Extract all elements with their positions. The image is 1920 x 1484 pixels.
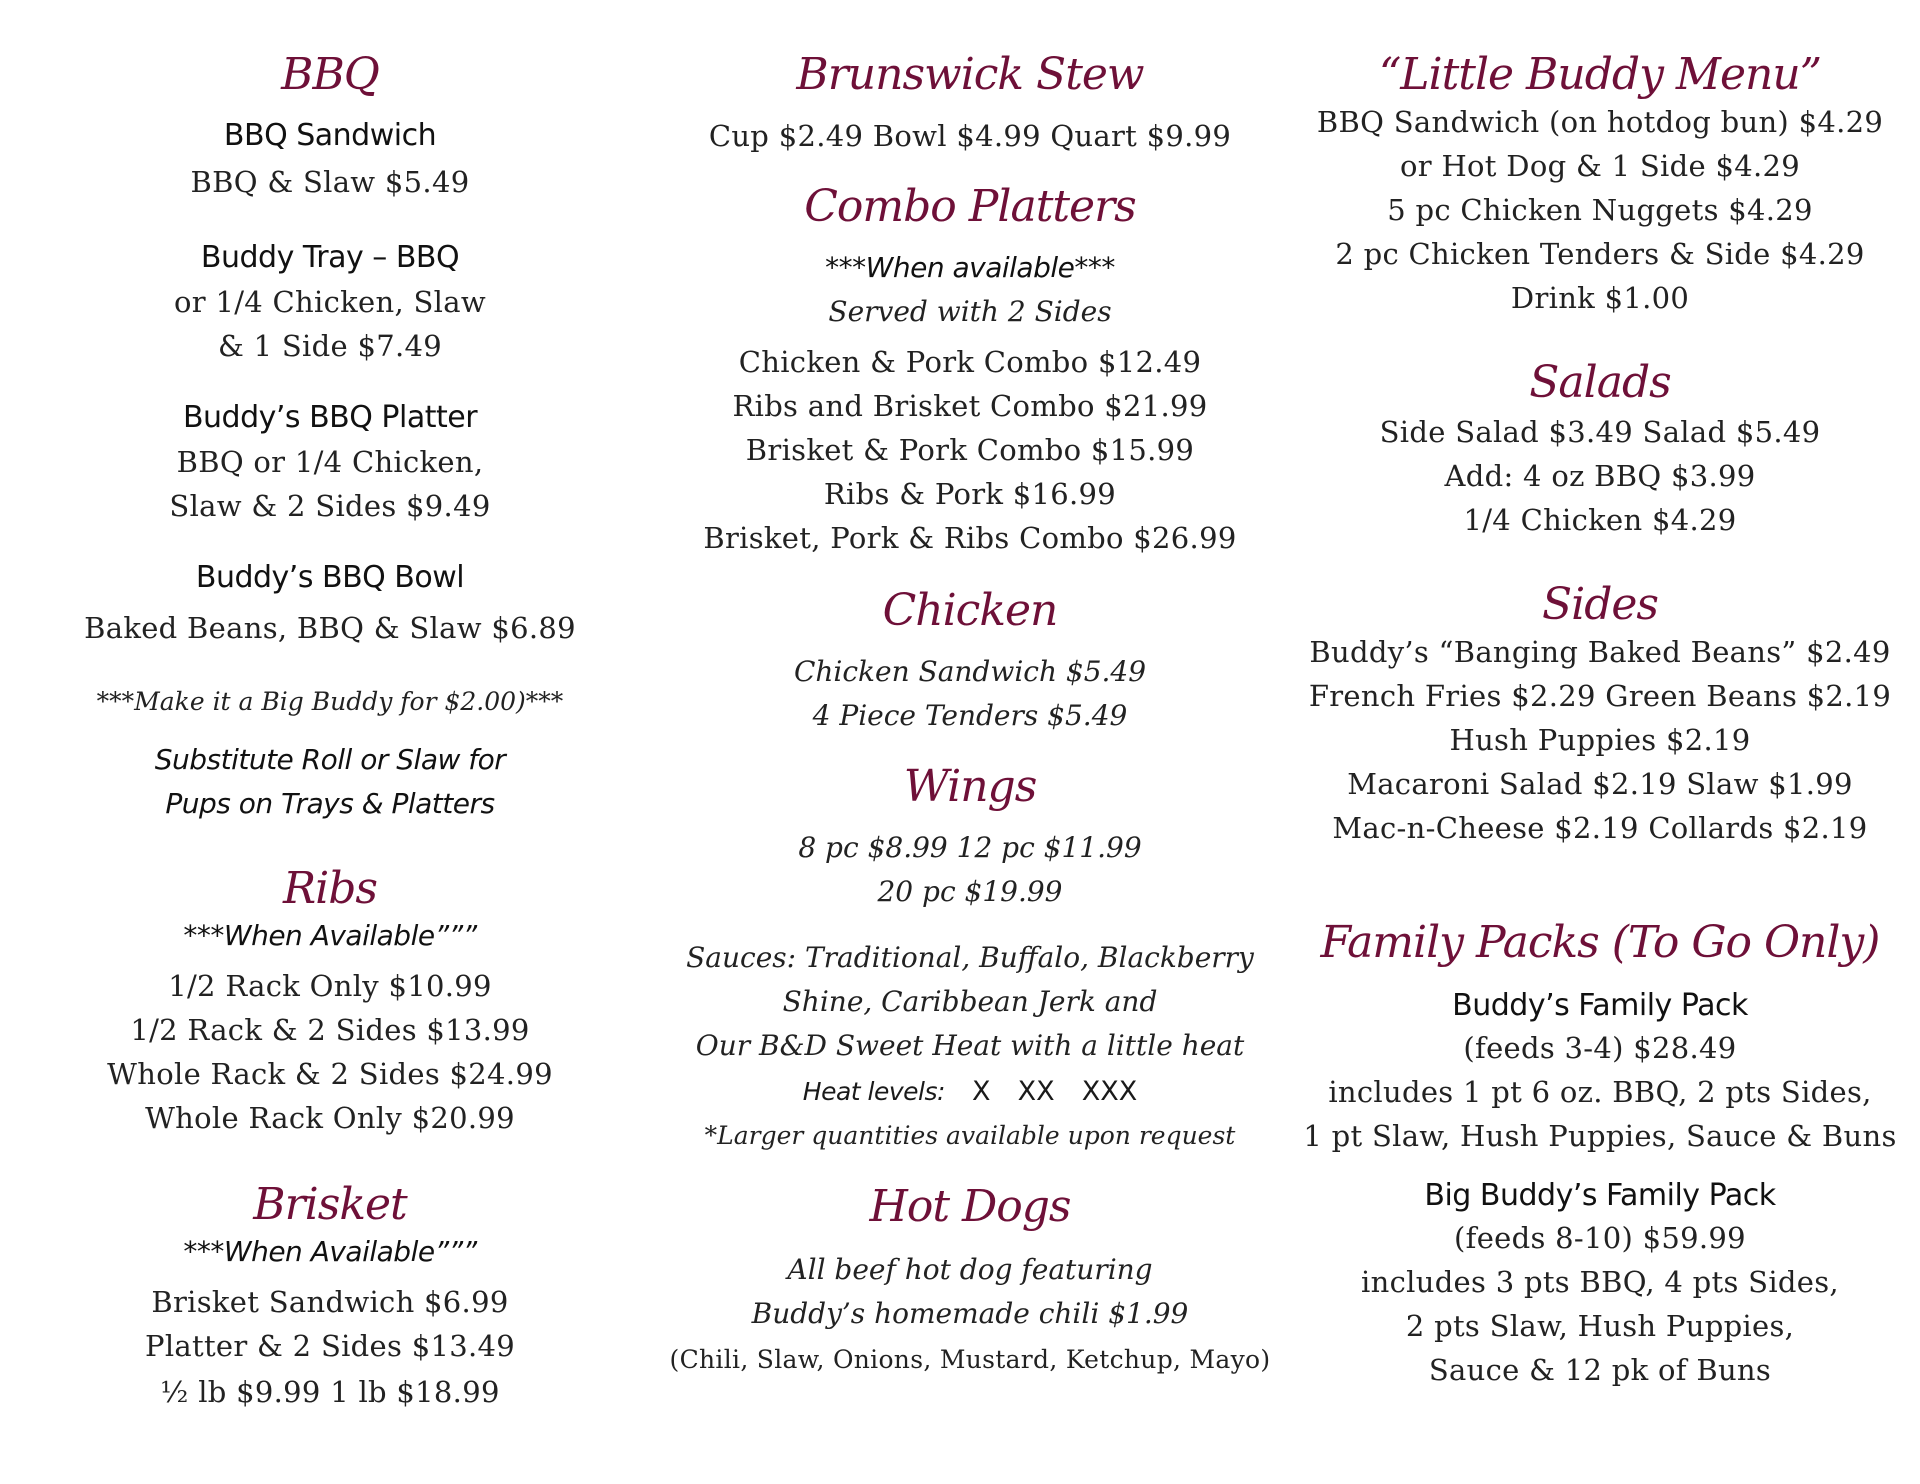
hot-dogs-title: Hot Dogs bbox=[869, 1181, 1071, 1232]
ribs-line: Whole Rack Only $20.99 bbox=[145, 1101, 515, 1135]
sides-line: French Fries $2.29 Green Beans $2.19 bbox=[1308, 679, 1892, 713]
combo-line: Ribs and Brisket Combo $21.99 bbox=[732, 389, 1208, 423]
brisket-line: ½ lb $9.99 1 lb $18.99 bbox=[160, 1375, 500, 1409]
bbq-platter-line-2: Slaw & 2 Sides $9.49 bbox=[169, 489, 491, 523]
combo-line: Chicken & Pork Combo $12.49 bbox=[738, 345, 1202, 379]
hot-dogs-toppings: (Chili, Slaw, Onions, Mustard, Ketchup, Mayo) bbox=[669, 1345, 1271, 1374]
little-buddy-line: 2 pc Chicken Tenders & Side $4.29 bbox=[1335, 237, 1865, 271]
salads-line: Side Salad $3.49 Salad $5.49 bbox=[1379, 415, 1821, 449]
sides-line: Mac-n-Cheese $2.19 Collards $2.19 bbox=[1332, 811, 1868, 845]
big-buddy-note: ***Make it a Big Buddy for $2.00)*** bbox=[96, 687, 564, 716]
salads-title: Salads bbox=[1529, 357, 1671, 408]
little-buddy-line: 5 pc Chicken Nuggets $4.29 bbox=[1387, 193, 1813, 227]
big-family-pack-title: Big Buddy’s Family Pack bbox=[1424, 1178, 1776, 1213]
buddy-tray-title: Buddy Tray – BBQ bbox=[200, 240, 460, 275]
combo-served-note: Served with 2 Sides bbox=[828, 295, 1112, 328]
buddy-tray-line-2: & 1 Side $7.49 bbox=[217, 329, 442, 363]
family-packs-title: Family Packs (To Go Only) bbox=[1320, 917, 1880, 968]
salads-line: 1/4 Chicken $4.29 bbox=[1463, 503, 1737, 537]
big-family-pack-line: 2 pts Slaw, Hush Puppies, bbox=[1405, 1309, 1795, 1343]
brisket-title: Brisket bbox=[253, 1179, 407, 1230]
sides-title: Sides bbox=[1542, 579, 1658, 630]
hot-dogs-line-2: Buddy’s homemade chili $1.99 bbox=[751, 1297, 1189, 1330]
bbq-title: BBQ bbox=[281, 49, 379, 100]
buddy-tray-line-1: or 1/4 Chicken, Slaw bbox=[174, 285, 486, 319]
hot-dogs-line-1: All beef hot dog featuring bbox=[787, 1253, 1153, 1286]
wings-line: 8 pc $8.99 12 pc $11.99 bbox=[798, 831, 1142, 864]
big-family-pack-line: Sauce & 12 pk of Buns bbox=[1428, 1353, 1772, 1387]
family-pack-title: Buddy’s Family Pack bbox=[1452, 988, 1748, 1023]
chicken-line: Chicken Sandwich $5.49 bbox=[793, 655, 1147, 688]
family-pack-line: (feeds 3-4) $28.49 bbox=[1463, 1031, 1737, 1065]
brisket-line: Platter & 2 Sides $13.49 bbox=[145, 1329, 515, 1363]
sauces-line: Our B&D Sweet Heat with a little heat bbox=[695, 1029, 1245, 1062]
big-family-pack-line: includes 3 pts BBQ, 4 pts Sides, bbox=[1361, 1265, 1839, 1299]
ribs-line: 1/2 Rack & 2 Sides $13.99 bbox=[130, 1013, 530, 1047]
sauces-line: Sauces: Traditional, Buffalo, Blackberry bbox=[686, 941, 1254, 974]
combo-platters-title: Combo Platters bbox=[804, 181, 1136, 232]
ribs-line: Whole Rack & 2 Sides $24.99 bbox=[107, 1057, 553, 1091]
chicken-line: 4 Piece Tenders $5.49 bbox=[812, 699, 1128, 732]
combo-line: Brisket, Pork & Ribs Combo $26.99 bbox=[703, 521, 1237, 555]
bbq-sandwich-line: BBQ & Slaw $5.49 bbox=[190, 165, 470, 199]
bbq-platter-line-1: BBQ or 1/4 Chicken, bbox=[176, 445, 484, 479]
bbq-bowl-title: Buddy’s BBQ Bowl bbox=[195, 560, 465, 595]
big-family-pack-line: (feeds 8-10) $59.99 bbox=[1454, 1221, 1746, 1255]
little-buddy-menu-title: “Little Buddy Menu” bbox=[1378, 49, 1822, 100]
brisket-line: Brisket Sandwich $6.99 bbox=[151, 1285, 509, 1319]
sides-line: Buddy’s “Banging Baked Beans” $2.49 bbox=[1309, 635, 1891, 669]
brisket-availability: ***When Available””” bbox=[183, 1235, 477, 1268]
little-buddy-line: Drink $1.00 bbox=[1510, 281, 1690, 315]
heat-levels-label: Heat levels: bbox=[802, 1077, 945, 1106]
larger-quantities-note: *Larger quantities available upon request bbox=[704, 1121, 1236, 1150]
sauces-line: Shine, Caribbean Jerk and bbox=[782, 985, 1158, 1018]
combo-line: Brisket & Pork Combo $15.99 bbox=[745, 433, 1195, 467]
heat-level-mild: X bbox=[972, 1076, 991, 1107]
little-buddy-line: BBQ Sandwich (on hotdog bun) $4.29 bbox=[1316, 105, 1884, 139]
heat-level-hot: XXX bbox=[1081, 1076, 1138, 1107]
bbq-sandwich-title: BBQ Sandwich bbox=[223, 118, 437, 153]
ribs-line: 1/2 Rack Only $10.99 bbox=[168, 969, 492, 1003]
bbq-platter-title: Buddy’s BBQ Platter bbox=[182, 400, 478, 435]
sides-line: Hush Puppies $2.19 bbox=[1449, 723, 1751, 757]
substitute-note-line-1: Substitute Roll or Slaw for bbox=[154, 743, 506, 776]
wings-line: 20 pc $19.99 bbox=[877, 875, 1063, 908]
ribs-title: Ribs bbox=[283, 863, 377, 914]
substitute-note-line-2: Pups on Trays & Platters bbox=[165, 787, 495, 820]
chicken-title: Chicken bbox=[882, 585, 1058, 636]
little-buddy-line: or Hot Dog & 1 Side $4.29 bbox=[1400, 149, 1800, 183]
bbq-bowl-line: Baked Beans, BBQ & Slaw $6.89 bbox=[84, 611, 576, 645]
family-pack-line: includes 1 pt 6 oz. BBQ, 2 pts Sides, bbox=[1328, 1075, 1872, 1109]
wings-title: Wings bbox=[903, 761, 1037, 812]
heat-levels-row bbox=[660, 1070, 1280, 1117]
sides-line: Macaroni Salad $2.19 Slaw $1.99 bbox=[1347, 767, 1853, 801]
brunswick-stew-line: Cup $2.49 Bowl $4.99 Quart $9.99 bbox=[708, 119, 1232, 153]
ribs-availability: ***When Available””” bbox=[183, 919, 477, 952]
heat-level-medium: XX bbox=[1017, 1076, 1055, 1107]
family-pack-line: 1 pt Slaw, Hush Puppies, Sauce & Buns bbox=[1303, 1119, 1897, 1153]
brunswick-stew-title: Brunswick Stew bbox=[796, 49, 1144, 100]
salads-line: Add: 4 oz BBQ $3.99 bbox=[1444, 459, 1756, 493]
combo-line: Ribs & Pork $16.99 bbox=[823, 477, 1117, 511]
combo-availability: ***When available*** bbox=[825, 251, 1115, 284]
